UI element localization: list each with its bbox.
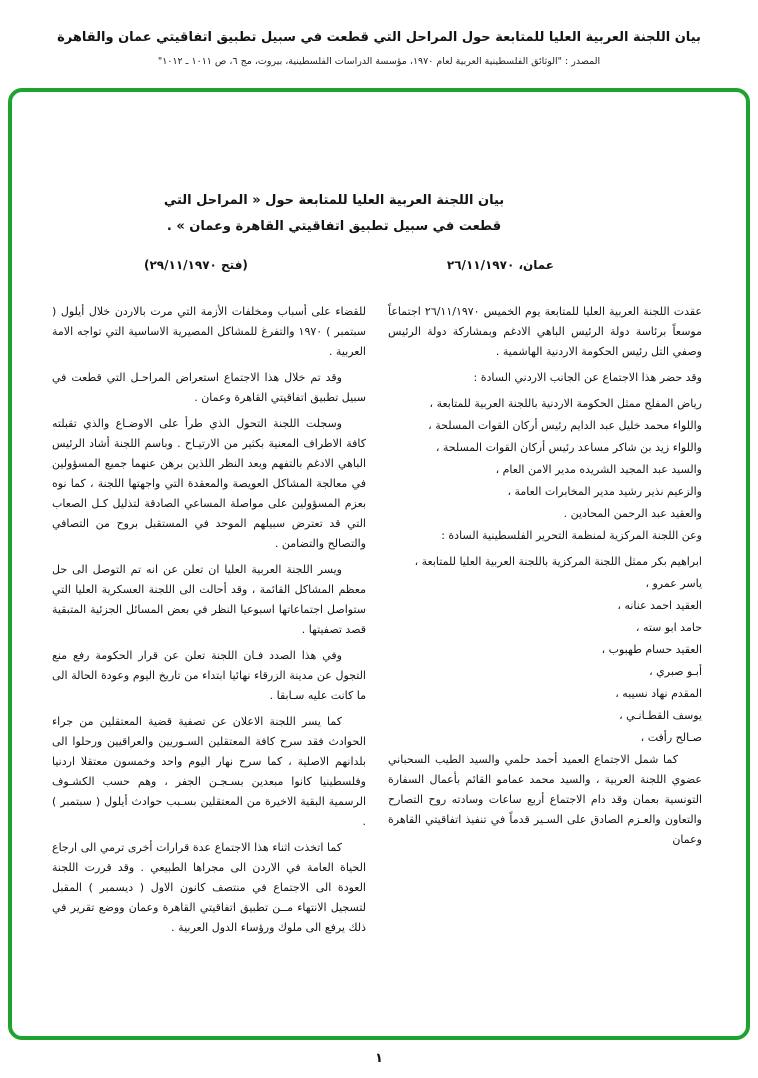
attendee-line: المقدم نهاد نسيبه ، xyxy=(615,687,702,700)
document-title-line1: بيان اللجنة العربية العليا للمتابعة حول « المراحل التي xyxy=(163,193,505,208)
attendee-line: حامد ابو سته ، xyxy=(635,621,702,634)
paragraph: وقد حضر هذا الاجتماع عن الجانب الاردني السادة : xyxy=(473,371,702,384)
column-left xyxy=(52,302,366,944)
attendee-line: صـالح رأفت ، xyxy=(640,731,702,744)
attendee-line: يوسف القطـانـي ، xyxy=(619,709,702,722)
paragraph: للقضاء على أسباب ومخلفات الأزمة التي مرت بالاردن خلال أيلول ( سبتمبر ) ١٩٧٠ والتفرغ للمشاكل المصيرية الاساسية التي تواجه الامة العربية . xyxy=(52,305,367,358)
attendee-line: والزعيم نذير رشيد مدير المخابرات العامة ، xyxy=(507,485,702,498)
paragraph: كما يسر اللجنة الاعلان عن تصفية قضية المعتقلين من جراء الحوادث فقد سرح كافة المعتقلين السـوريين والعراقيين ورحلوا الى بلدانهم الاصلية ، كما سرح نهار اليوم واحد وخمسون معتقلا اردنيا وفلسطينيا كانوا مبعدين بسـجـن الجفر ، وهم حسب الكشـوف الرسمية البقية الاخيرة من المعتقلين بسـبب حوادث أيلول ( سبتمبر ) . xyxy=(52,715,366,828)
paragraph: وعن اللجنة المركزية لمنظمة التحرير الفلسطينية السادة : xyxy=(441,529,702,542)
attendee-line: واللواء زيد بن شاكر مساعد رئيس أركان القوات المسلحة ، xyxy=(435,441,702,454)
document-title-line2: قطعت في سبيل تطبيق اتفاقيتي القاهرة وعمان » . xyxy=(166,219,502,234)
attendee-line: ياسر عمرو ، xyxy=(645,577,702,590)
column-right xyxy=(388,302,702,944)
paragraph: ويسر اللجنة العربية العليا ان تعلن عن انه تم التوصل الى حل معظم المشاكل القائمة ، وقد أحالت الى اللجنة العسكرية العليا التي ستواصل اجتماعاتها اسبوعيا النظر في بعض المسائل الجزئية المتبقية قصد تصفيتها . xyxy=(52,563,366,636)
document-body xyxy=(12,92,746,944)
attendee-line: والسيد عبد المجيد الشريده مدير الامن العام ، xyxy=(495,463,702,476)
date-source: (فتح ٢٩/١١/١٩٧٠) xyxy=(144,258,248,272)
page-number: ١ xyxy=(375,1051,383,1066)
page-title: بيان اللجنة العربية العليا للمتابعة حول المراحل التي قطعت في سبيل تطبيق اتفاقيتي عمان والقاهرة xyxy=(57,30,701,45)
document-title xyxy=(134,188,534,240)
paragraph: وفي هذا الصدد فـان اللجنة تعلن عن قرار الحكومة رفع منع التجول عن مدينة الزرقاء نهائيا ابتداء من تاريخ اليوم وعودة الحالة الى ما كانت عليه سـابقا . xyxy=(52,649,366,702)
attendee-line: العقيد احمد عنانه ، xyxy=(617,599,702,612)
attendee-line: رياض المفلح ممثل الحكومة الاردنية باللجنة العربية للمتابعة ، xyxy=(429,397,702,410)
source-citation: المصدر : "الوثائق الفلسطينية العربية لعام ١٩٧٠، مؤسسة الدراسات الفلسطينية، بيروت، مج ٦، ص ١٠١١ ـ ١٠١٢" xyxy=(157,56,601,67)
date-place: عمان، ٢٦/١١/١٩٧٠ xyxy=(446,258,554,272)
date-row xyxy=(52,258,702,272)
attendee-line: ابراهيم بكر ممثل اللجنة المركزية باللجنة العربية العليا للمتابعة ، xyxy=(414,555,702,568)
attendee-line: العقيد حسام طهبوب ، xyxy=(601,643,702,656)
paragraph: كما شمل الاجتماع العميد أحمد حلمي والسيد الطيب السحباني عضوي اللجنة العربية ، والسيد محمد عمامو القائم بأعمال السفارة التونسية بعمان وقد دام الاجتماع أربع ساعات وسادته روح التصارح والتعاون والعـزم الصادق على السـير قدماً في تنفيذ اتفاقيتي القاهرة وعمان xyxy=(388,753,702,846)
paragraph: وقد تم خلال هذا الاجتماع استعراض المراحـل التي قطعت في سبيل تطبيق اتفاقيتي القاهرة وعمان . xyxy=(52,371,366,404)
attendee-line: أبـو صبري ، xyxy=(649,665,702,678)
attendee-line: والعقيد عبد الرحمن المحادين . xyxy=(563,507,702,520)
paragraph: وسجلت اللجنة التحول الذي طرأ على الاوضـاع والذي تقبلته كافة الاطراف المعنية بكثير من الارتيـاح . وباسم اللجنة أشاد الرئيس الباهي الادغم بالتفهم وبعد النظر اللذين برهن عنهما جميع المسؤولين في معالجة المشاكل العويصة والمعقدة التي واجهتها اللجنة ، كما نوه بعزم المسؤولين على مواصلة المساعي الصادقة لتذليل كـل الصعاب التي قد تعترض سبيلهم الموحد في المستقبل بروح من التصافي والتصالح والتضامن . xyxy=(52,417,366,550)
attendee-line: واللواء محمد خليل عبد الدايم رئيس أركان القوات المسلحة ، xyxy=(428,419,702,432)
page-header xyxy=(0,0,758,67)
document-scan-frame xyxy=(8,88,750,1040)
paragraph: عقدت اللجنة العربية العليا للمتابعة يوم الخميس ٢٦/١١/١٩٧٠ اجتماعاً موسعاً برئاسة دولة الرئيس الباهي الادغم وبمشاركة دولة الرئيس وصفي التل رئيس الحكومة الاردنية الهاشمية . xyxy=(388,305,702,358)
paragraph: كما اتخذت اثناء هذا الاجتماع عدة قرارات أخرى ترمي الى ارجاع الحياة العامة في الاردن الى مجراها الطبيعي . وقد قررت اللجنة العودة الى الاجتماع في منتصف كانون الاول ( ديسمبر ) المقبل لتسجيل الانتهاء مــن تطبيق اتفاقيتي القاهرة وعمان ووضع تقرير في ذلك يرفع الى ملوك ورؤساء الدول العربية . xyxy=(52,841,366,934)
text-columns xyxy=(52,302,702,944)
